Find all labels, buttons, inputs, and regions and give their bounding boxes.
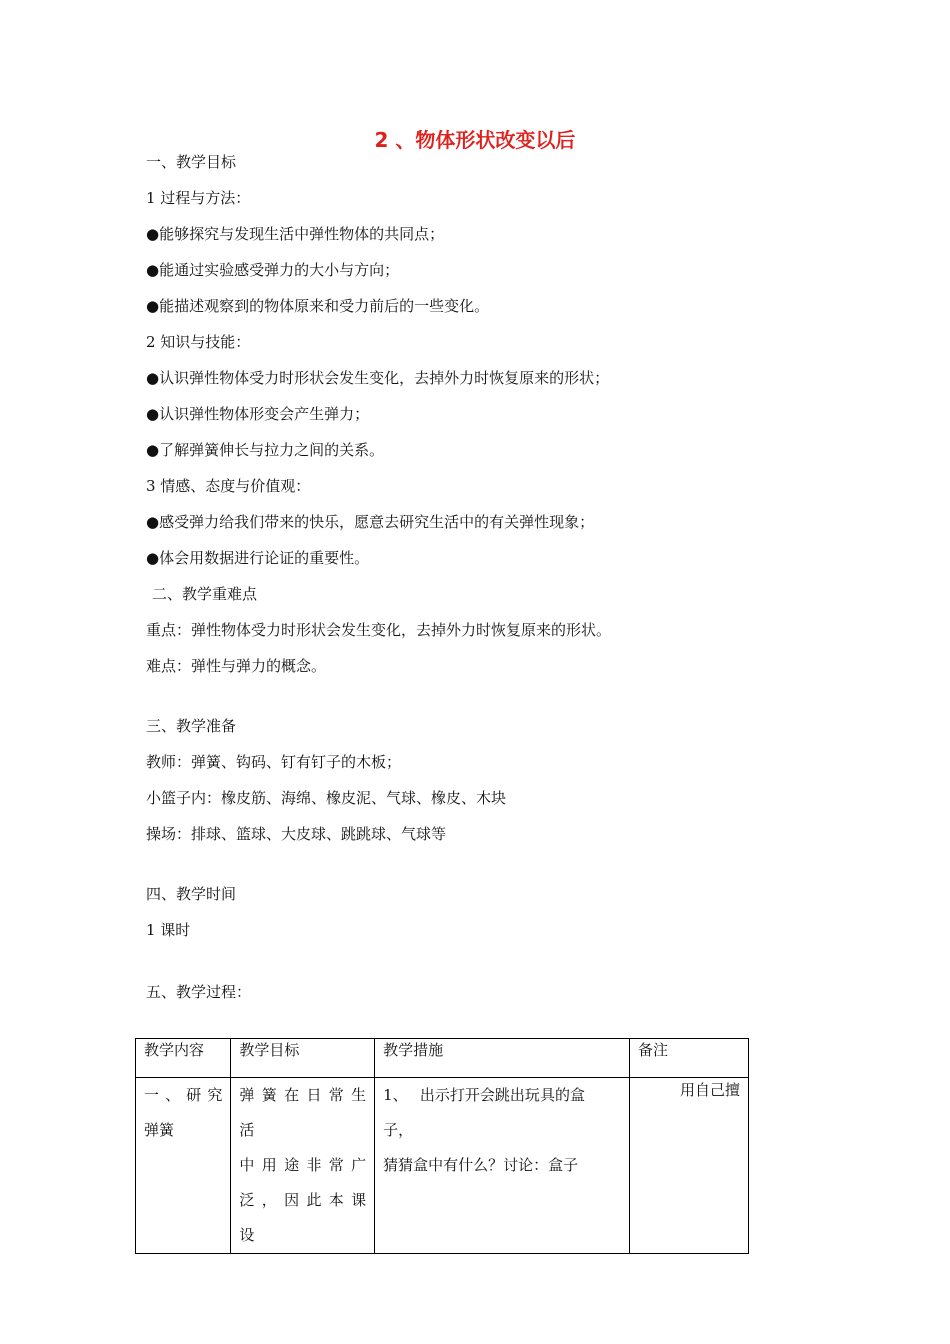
section-heading-goals: 一、教学目标 <box>146 153 237 171</box>
prep-item: 小篮子内：橡皮筋、海绵、橡皮泥、气球、橡皮、木块 <box>146 789 507 807</box>
header-goal: 教学目标 <box>231 1039 375 1078</box>
bullet-item: ●感受弹力给我们带来的快乐，愿意去研究生活中的有关弹性现象； <box>146 513 595 531</box>
cell-content: 一 、 研 究 弹簧 <box>136 1078 231 1254</box>
cell-measures: 1、 出示打开会跳出玩具的盒 子， 猜猜盒中有什么？讨论：盒子 <box>375 1078 630 1254</box>
bullet-item: ●能通过实验感受弹力的大小与方向； <box>146 261 400 279</box>
subheading-knowledge: 2 知识与技能： <box>146 333 251 351</box>
section-heading-preparation: 三、教学准备 <box>146 717 237 735</box>
difficult-point: 难点：弹性与弹力的概念。 <box>146 657 327 675</box>
header-content: 教学内容 <box>136 1039 231 1078</box>
bullet-item: ●了解弹簧伸长与拉力之间的关系。 <box>146 441 385 459</box>
subheading-process: 1 过程与方法： <box>146 189 251 207</box>
section-heading-process: 五、教学过程： <box>146 983 252 1001</box>
time-value: 1 课时 <box>146 921 191 939</box>
prep-item: 教师：弹簧、钩码、钉有钉子的木板； <box>146 753 402 771</box>
page-title: 2 、物体形状改变以后 <box>374 128 576 152</box>
table-header-row <box>136 1039 749 1078</box>
bullet-item: ●能描述观察到的物体原来和受力前后的一些变化。 <box>146 297 490 315</box>
bullet-item: ●认识弹性物体受力时形状会发生变化，去掉外力时恢复原来的形状； <box>146 369 610 387</box>
subheading-attitude: 3 情感、态度与价值观： <box>146 477 311 495</box>
prep-item: 操场：排球、篮球、大皮球、跳跳球、气球等 <box>146 825 447 843</box>
bullet-item: ●认识弹性物体形变会产生弹力； <box>146 405 370 423</box>
key-point: 重点：弹性物体受力时形状会发生变化，去掉外力时恢复原来的形状。 <box>146 621 612 639</box>
cell-notes: 用自己擅 <box>629 1078 748 1254</box>
teaching-process-table <box>135 1038 749 1254</box>
cell-goal: 弹 簧 在 日 常 生 活 中 用 途 非 常 广 泛 ， 因 此 本 课 设 <box>231 1078 375 1254</box>
bullet-item: ●体会用数据进行论证的重要性。 <box>146 549 370 567</box>
table-row <box>136 1078 749 1254</box>
header-notes: 备注 <box>629 1039 748 1078</box>
section-heading-time: 四、教学时间 <box>146 885 237 903</box>
section-heading-keypoints: 二、教学重难点 <box>152 585 258 603</box>
header-measures: 教学措施 <box>375 1039 630 1078</box>
bullet-item: ●能够探究与发现生活中弹性物体的共同点； <box>146 225 445 243</box>
